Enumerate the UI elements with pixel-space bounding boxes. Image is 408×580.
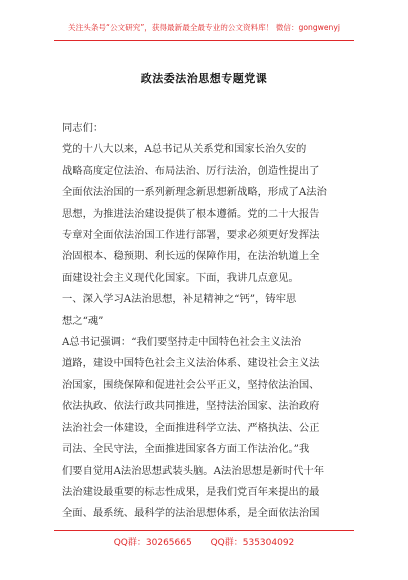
section-heading-line: 想之“魂” [62,314,104,327]
body-line: 同志们： [62,122,104,134]
footer-divider [54,530,354,531]
header-banner: 关注头条号“公文研究”，获得最新最全最专业的公文资料库！ 微信：gongwenyj [68,23,340,32]
body-line: 思想，为推进法治建设提供了根本遵循。党的二十大报告 [62,207,320,220]
body-line: 道路，建设中国特色社会主义法治体系、建设社会主义法 [62,357,320,370]
body-line: 治固根本、稳预期、利长远的保障作用，在法治轨道上全 [62,250,320,263]
body-line: 专章对全面依法治国工作进行部署，要求必须更好发挥法 [62,229,320,242]
body-line: 们要自觉用A法治思想武装头脑。A法治思想是新时代十年 [62,464,324,477]
body-line: 全面依法治国的一系列新理念新思想新战略，形成了A法治 [62,186,327,199]
body-line: 法治建设最重要的标志性成果，是我们党百年来提出的最 [62,485,320,498]
footer-qq-group-2: QQ群：535304092 [210,538,295,548]
body-line: 治国家，围绕保障和促进社会公平正义，坚持依法治国、 [62,378,320,391]
body-line: 依法执政、依法行政共同推进，坚持法治国家、法治政府 [62,400,320,413]
body-line: 司法、全民守法，全面推进国家各方面工作法治化。”我 [62,443,310,456]
body-line: 全面、最系统、最科学的法治思想体系，是全面依法治国 [62,507,320,520]
section-heading-line: 一、深入学习A法治思想，补足精神之“钙”，铸牢思 [62,293,297,306]
footer-contacts [0,535,408,548]
body-line: A总书记强调：“我们要坚持走中国特色社会主义法治 [62,336,302,349]
footer-qq-group-1: QQ群：30265665 [113,538,192,548]
document-body [62,118,348,525]
body-line: 战略高度定位法治、布局法治、厉行法治，创造性提出了 [62,164,320,177]
header-divider [54,40,354,41]
body-line: 法治社会一体建设，全面推进科学立法、严格执法、公正 [62,421,320,434]
document-title: 政法委法治思想专题党课 [140,72,268,85]
body-line: 面建设社会主义现代化国家。下面，我讲几点意见。 [62,271,299,284]
body-line: 党的十八大以来，A总书记从关系党和国家长治久安的 [62,143,307,156]
